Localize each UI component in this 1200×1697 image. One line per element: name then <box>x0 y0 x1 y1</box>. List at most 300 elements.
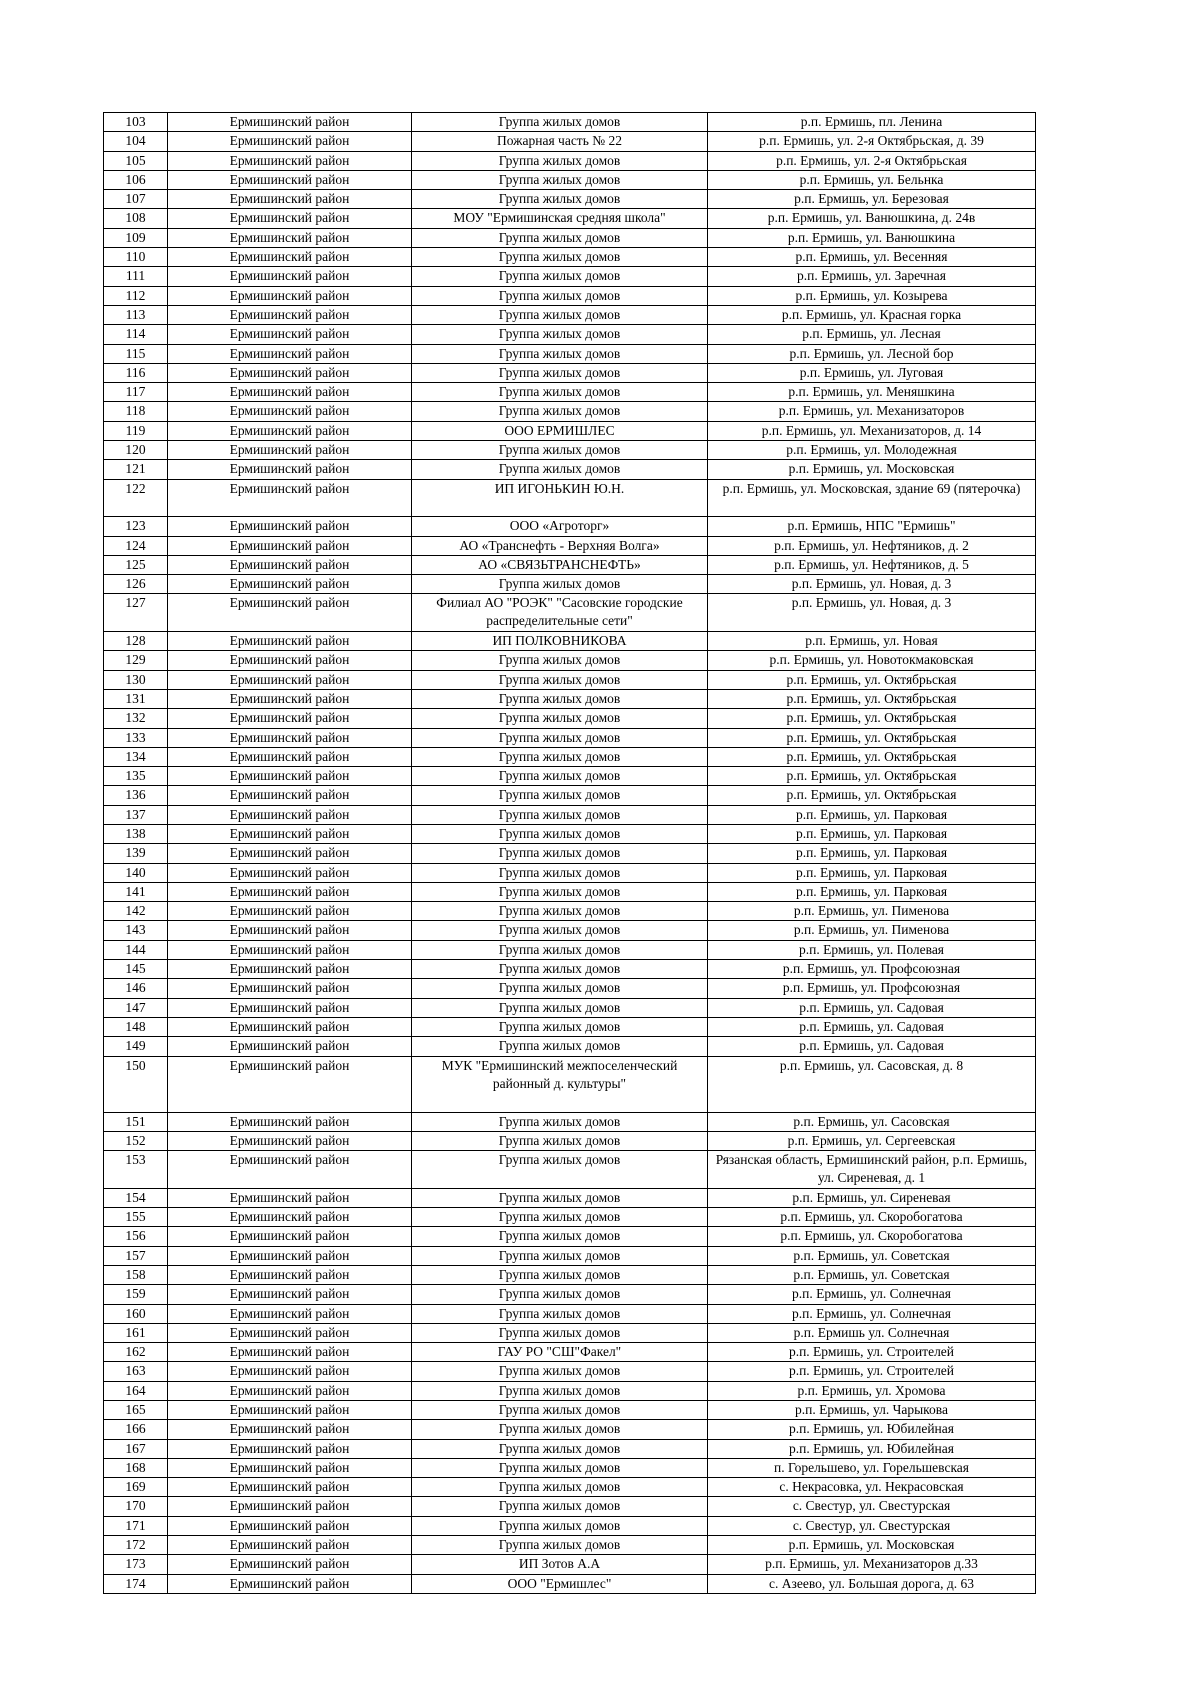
row-number-cell: 115 <box>104 344 168 363</box>
address-cell: р.п. Ермишь, ул. Ванюшкина <box>708 228 1036 247</box>
row-number-cell: 107 <box>104 190 168 209</box>
object-cell: Группа жилых домов <box>412 1516 708 1535</box>
table-row <box>104 1112 1036 1131</box>
district-cell: Ермишинский район <box>168 575 412 594</box>
row-number-cell: 141 <box>104 882 168 901</box>
row-number-cell: 111 <box>104 267 168 286</box>
row-number-cell: 135 <box>104 767 168 786</box>
address-cell: п. Горельшево, ул. Горельшевская <box>708 1458 1036 1477</box>
object-cell: Группа жилых домов <box>412 1285 708 1304</box>
object-cell: Группа жилых домов <box>412 344 708 363</box>
district-cell: Ермишинский район <box>168 1208 412 1227</box>
address-cell: р.п. Ермишь, ул. Пименова <box>708 921 1036 940</box>
address-cell: р.п. Ермишь, ул. Нефтяников, д. 5 <box>708 555 1036 574</box>
row-number-cell: 168 <box>104 1458 168 1477</box>
row-number-cell: 106 <box>104 170 168 189</box>
row-number-cell: 163 <box>104 1362 168 1381</box>
address-cell: с. Свестур, ул. Свестурская <box>708 1516 1036 1535</box>
address-cell: р.п. Ермишь, ул. Октябрьская <box>708 747 1036 766</box>
district-cell: Ермишинский район <box>168 1285 412 1304</box>
table-row <box>104 979 1036 998</box>
district-cell: Ермишинский район <box>168 1246 412 1265</box>
district-cell: Ермишинский район <box>168 383 412 402</box>
object-cell: Группа жилых домов <box>412 786 708 805</box>
object-cell: ООО "Ермишлес" <box>412 1574 708 1593</box>
table-row <box>104 1497 1036 1516</box>
row-number-cell: 157 <box>104 1246 168 1265</box>
district-cell: Ермишинский район <box>168 228 412 247</box>
row-number-cell: 146 <box>104 979 168 998</box>
object-cell: Группа жилых домов <box>412 1208 708 1227</box>
table-row <box>104 1458 1036 1477</box>
address-cell: р.п. Ермишь, ул. Луговая <box>708 363 1036 382</box>
object-cell: Группа жилых домов <box>412 325 708 344</box>
object-cell: Группа жилых домов <box>412 1265 708 1284</box>
district-cell: Ермишинский район <box>168 170 412 189</box>
row-number-cell: 133 <box>104 728 168 747</box>
object-cell: Группа жилых домов <box>412 1420 708 1439</box>
row-number-cell: 134 <box>104 747 168 766</box>
object-cell: Группа жилых домов <box>412 747 708 766</box>
address-cell: р.п. Ермишь, ул. Профсоюзная <box>708 979 1036 998</box>
object-cell: Группа жилых домов <box>412 1246 708 1265</box>
row-number-cell: 132 <box>104 709 168 728</box>
object-cell: АО «Транснефть - Верхняя Волга» <box>412 536 708 555</box>
district-cell: Ермишинский район <box>168 344 412 363</box>
table-row <box>104 1516 1036 1535</box>
district-cell: Ермишинский район <box>168 960 412 979</box>
row-number-cell: 153 <box>104 1151 168 1189</box>
row-number-cell: 162 <box>104 1343 168 1362</box>
object-cell: Группа жилых домов <box>412 960 708 979</box>
address-cell: р.п. Ермишь, ул. Октябрьская <box>708 670 1036 689</box>
row-number-cell: 165 <box>104 1401 168 1420</box>
row-number-cell: 143 <box>104 921 168 940</box>
address-cell: р.п. Ермишь, ул. Козырева <box>708 286 1036 305</box>
row-number-cell: 145 <box>104 960 168 979</box>
object-cell: Группа жилых домов <box>412 460 708 479</box>
row-number-cell: 140 <box>104 863 168 882</box>
row-number-cell: 174 <box>104 1574 168 1593</box>
address-cell: р.п. Ермишь, ул. Бельнка <box>708 170 1036 189</box>
district-cell: Ермишинский район <box>168 1401 412 1420</box>
row-number-cell: 104 <box>104 132 168 151</box>
district-cell: Ермишинский район <box>168 863 412 882</box>
table-row <box>104 190 1036 209</box>
object-cell: Группа жилых домов <box>412 940 708 959</box>
district-cell: Ермишинский район <box>168 325 412 344</box>
object-cell: Группа жилых домов <box>412 170 708 189</box>
object-cell: Группа жилых домов <box>412 575 708 594</box>
address-cell: р.п. Ермишь, ул. Пименова <box>708 902 1036 921</box>
address-cell: р.п. Ермишь, ул. Парковая <box>708 805 1036 824</box>
row-number-cell: 172 <box>104 1536 168 1555</box>
district-cell: Ермишинский район <box>168 940 412 959</box>
address-cell: р.п. Ермишь, ул. Октябрьская <box>708 767 1036 786</box>
table-row <box>104 286 1036 305</box>
object-cell: ООО ЕРМИШЛЕС <box>412 421 708 440</box>
table-row <box>104 248 1036 267</box>
address-cell: р.п. Ермишь, ул. Солнечная <box>708 1285 1036 1304</box>
address-cell: р.п. Ермишь, ул. Лесной бор <box>708 344 1036 363</box>
table-row <box>104 209 1036 228</box>
district-cell: Ермишинский район <box>168 1439 412 1458</box>
object-cell: Группа жилых домов <box>412 767 708 786</box>
row-number-cell: 159 <box>104 1285 168 1304</box>
row-number-cell: 158 <box>104 1265 168 1284</box>
address-cell: р.п. Ермишь, ул. Лесная <box>708 325 1036 344</box>
district-cell: Ермишинский район <box>168 824 412 843</box>
address-cell: р.п. Ермишь, ул. Весенняя <box>708 248 1036 267</box>
row-number-cell: 105 <box>104 151 168 170</box>
row-number-cell: 109 <box>104 228 168 247</box>
row-number-cell: 122 <box>104 479 168 517</box>
district-cell: Ермишинский район <box>168 113 412 132</box>
address-cell: р.п. Ермишь, ул. Садовая <box>708 1017 1036 1036</box>
district-cell: Ермишинский район <box>168 132 412 151</box>
address-cell: р.п. Ермишь, ул. Механизаторов <box>708 402 1036 421</box>
district-cell: Ермишинский район <box>168 305 412 324</box>
table-row <box>104 1131 1036 1150</box>
object-cell: Группа жилых домов <box>412 844 708 863</box>
table-row <box>104 689 1036 708</box>
object-cell: Группа жилых домов <box>412 267 708 286</box>
district-cell: Ермишинский район <box>168 1188 412 1207</box>
row-number-cell: 114 <box>104 325 168 344</box>
row-number-cell: 154 <box>104 1188 168 1207</box>
object-cell: Группа жилых домов <box>412 670 708 689</box>
address-cell: р.п. Ермишь, ул. Профсоюзная <box>708 960 1036 979</box>
table-row <box>104 1343 1036 1362</box>
table-row <box>104 113 1036 132</box>
address-cell: р.п. Ермишь, ул. Скоробогатова <box>708 1208 1036 1227</box>
district-cell: Ермишинский район <box>168 1112 412 1131</box>
district-cell: Ермишинский район <box>168 402 412 421</box>
address-cell: р.п. Ермишь, ул. Советская <box>708 1246 1036 1265</box>
table-row <box>104 575 1036 594</box>
object-cell: ГАУ РО "СШ"Факел" <box>412 1343 708 1362</box>
row-number-cell: 164 <box>104 1381 168 1400</box>
object-cell: Группа жилых домов <box>412 1304 708 1323</box>
object-cell: Группа жилых домов <box>412 113 708 132</box>
row-number-cell: 156 <box>104 1227 168 1246</box>
address-cell: с. Свестур, ул. Свестурская <box>708 1497 1036 1516</box>
table-row <box>104 747 1036 766</box>
table-row <box>104 1574 1036 1593</box>
district-cell: Ермишинский район <box>168 767 412 786</box>
district-cell: Ермишинский район <box>168 1304 412 1323</box>
table-row <box>104 863 1036 882</box>
district-cell: Ермишинский район <box>168 363 412 382</box>
address-cell: р.п. Ермишь, ул. Механизаторов, д. 14 <box>708 421 1036 440</box>
district-cell: Ермишинский район <box>168 1265 412 1284</box>
row-number-cell: 170 <box>104 1497 168 1516</box>
object-cell: Группа жилых домов <box>412 1323 708 1342</box>
district-cell: Ермишинский район <box>168 1478 412 1497</box>
object-cell: ИП ИГОНЬКИН Ю.Н. <box>412 479 708 517</box>
table-row <box>104 1381 1036 1400</box>
district-cell: Ермишинский район <box>168 594 412 632</box>
row-number-cell: 169 <box>104 1478 168 1497</box>
district-cell: Ермишинский район <box>168 747 412 766</box>
address-cell: р.п. Ермишь, ул. Советская <box>708 1265 1036 1284</box>
table-row <box>104 1536 1036 1555</box>
object-cell: Группа жилых домов <box>412 1536 708 1555</box>
address-cell: р.п. Ермишь, ул. 2-я Октябрьская, д. 39 <box>708 132 1036 151</box>
table-row <box>104 170 1036 189</box>
object-cell: Группа жилых домов <box>412 863 708 882</box>
row-number-cell: 144 <box>104 940 168 959</box>
district-cell: Ермишинский район <box>168 479 412 517</box>
district-cell: Ермишинский район <box>168 1516 412 1535</box>
district-cell: Ермишинский район <box>168 209 412 228</box>
object-cell: МОУ "Ермишинская средняя школа" <box>412 209 708 228</box>
object-cell: Группа жилых домов <box>412 402 708 421</box>
row-number-cell: 147 <box>104 998 168 1017</box>
district-cell: Ермишинский район <box>168 1227 412 1246</box>
object-cell: Группа жилых домов <box>412 728 708 747</box>
table-row <box>104 1362 1036 1381</box>
table-row <box>104 421 1036 440</box>
table-row <box>104 305 1036 324</box>
object-cell: Группа жилых домов <box>412 228 708 247</box>
table-row <box>104 882 1036 901</box>
object-cell: Группа жилых домов <box>412 248 708 267</box>
object-cell: Группа жилых домов <box>412 1112 708 1131</box>
object-cell: Группа жилых домов <box>412 689 708 708</box>
object-cell: Группа жилых домов <box>412 1188 708 1207</box>
district-cell: Ермишинский район <box>168 286 412 305</box>
district-cell: Ермишинский район <box>168 1037 412 1056</box>
address-cell: р.п. Ермишь, ул. Сасовская <box>708 1112 1036 1131</box>
district-cell: Ермишинский район <box>168 670 412 689</box>
row-number-cell: 117 <box>104 383 168 402</box>
table-row <box>104 921 1036 940</box>
table-row <box>104 132 1036 151</box>
table-row <box>104 1227 1036 1246</box>
district-cell: Ермишинский район <box>168 651 412 670</box>
table-row <box>104 940 1036 959</box>
row-number-cell: 121 <box>104 460 168 479</box>
row-number-cell: 173 <box>104 1555 168 1574</box>
object-cell: Группа жилых домов <box>412 805 708 824</box>
address-cell: р.п. Ермишь, ул. Сасовская, д. 8 <box>708 1056 1036 1112</box>
address-cell: с. Некрасовка, ул. Некрасовская <box>708 1478 1036 1497</box>
district-cell: Ермишинский район <box>168 844 412 863</box>
address-cell: р.п. Ермишь, ул. Сергеевская <box>708 1131 1036 1150</box>
row-number-cell: 108 <box>104 209 168 228</box>
address-cell: с. Азеево, ул. Большая дорога, д. 63 <box>708 1574 1036 1593</box>
object-cell: Группа жилых домов <box>412 1037 708 1056</box>
table-row <box>104 786 1036 805</box>
table-row <box>104 902 1036 921</box>
row-number-cell: 152 <box>104 1131 168 1150</box>
district-cell: Ермишинский район <box>168 689 412 708</box>
object-cell: Группа жилых домов <box>412 151 708 170</box>
district-cell: Ермишинский район <box>168 1555 412 1574</box>
address-cell: р.п. Ермишь, ул. Парковая <box>708 824 1036 843</box>
district-cell: Ермишинский район <box>168 441 412 460</box>
district-cell: Ермишинский район <box>168 1151 412 1189</box>
object-cell: Группа жилых домов <box>412 1131 708 1150</box>
object-cell: Группа жилых домов <box>412 1381 708 1400</box>
address-cell: р.п. Ермишь, ул. 2-я Октябрьская <box>708 151 1036 170</box>
table-row <box>104 1439 1036 1458</box>
district-cell: Ермишинский район <box>168 460 412 479</box>
row-number-cell: 112 <box>104 286 168 305</box>
object-cell: Группа жилых домов <box>412 1017 708 1036</box>
table-row <box>104 555 1036 574</box>
row-number-cell: 166 <box>104 1420 168 1439</box>
address-cell: р.п. Ермишь, ул. Октябрьская <box>708 689 1036 708</box>
table-row <box>104 1285 1036 1304</box>
row-number-cell: 116 <box>104 363 168 382</box>
object-cell: Группа жилых домов <box>412 824 708 843</box>
district-cell: Ермишинский район <box>168 979 412 998</box>
table-row <box>104 441 1036 460</box>
table-row <box>104 1304 1036 1323</box>
district-cell: Ермишинский район <box>168 421 412 440</box>
row-number-cell: 151 <box>104 1112 168 1131</box>
district-cell: Ермишинский район <box>168 998 412 1017</box>
district-cell: Ермишинский район <box>168 1536 412 1555</box>
row-number-cell: 138 <box>104 824 168 843</box>
object-cell: ИП ПОЛКОВНИКОВА <box>412 632 708 651</box>
row-number-cell: 110 <box>104 248 168 267</box>
table-row <box>104 767 1036 786</box>
row-number-cell: 167 <box>104 1439 168 1458</box>
district-cell: Ермишинский район <box>168 1343 412 1362</box>
row-number-cell: 124 <box>104 536 168 555</box>
district-cell: Ермишинский район <box>168 1497 412 1516</box>
address-cell: р.п. Ермишь, ул. Скоробогатова <box>708 1227 1036 1246</box>
district-cell: Ермишинский район <box>168 555 412 574</box>
address-cell: р.п. Ермишь, ул. Красная горка <box>708 305 1036 324</box>
row-number-cell: 131 <box>104 689 168 708</box>
address-cell: р.п. Ермишь, ул. Механизаторов д.33 <box>708 1555 1036 1574</box>
row-number-cell: 120 <box>104 441 168 460</box>
row-number-cell: 103 <box>104 113 168 132</box>
address-cell: р.п. Ермишь, ул. Полевая <box>708 940 1036 959</box>
district-cell: Ермишинский район <box>168 1381 412 1400</box>
address-cell: р.п. Ермишь, ул. Березовая <box>708 190 1036 209</box>
row-number-cell: 118 <box>104 402 168 421</box>
objects-table-body <box>104 113 1036 1594</box>
table-row <box>104 594 1036 632</box>
district-cell: Ермишинский район <box>168 1420 412 1439</box>
object-cell: Группа жилых домов <box>412 979 708 998</box>
address-cell: р.п. Ермишь, ул. Строителей <box>708 1362 1036 1381</box>
district-cell: Ермишинский район <box>168 1131 412 1150</box>
row-number-cell: 119 <box>104 421 168 440</box>
table-row <box>104 1478 1036 1497</box>
district-cell: Ермишинский район <box>168 1017 412 1036</box>
row-number-cell: 171 <box>104 1516 168 1535</box>
row-number-cell: 127 <box>104 594 168 632</box>
object-cell: Группа жилых домов <box>412 1227 708 1246</box>
district-cell: Ермишинский район <box>168 709 412 728</box>
table-row <box>104 1401 1036 1420</box>
address-cell: р.п. Ермишь, ул. Московская <box>708 460 1036 479</box>
table-row <box>104 1037 1036 1056</box>
address-cell: р.п. Ермишь, НПС "Ермишь" <box>708 517 1036 536</box>
district-cell: Ермишинский район <box>168 882 412 901</box>
district-cell: Ермишинский район <box>168 248 412 267</box>
table-row <box>104 228 1036 247</box>
district-cell: Ермишинский район <box>168 517 412 536</box>
address-cell: р.п. Ермишь, ул. Парковая <box>708 863 1036 882</box>
district-cell: Ермишинский район <box>168 190 412 209</box>
address-cell: р.п. Ермишь, ул. Строителей <box>708 1343 1036 1362</box>
address-cell: р.п. Ермишь, ул. Заречная <box>708 267 1036 286</box>
table-row <box>104 1246 1036 1265</box>
address-cell: р.п. Ермишь, ул. Парковая <box>708 882 1036 901</box>
row-number-cell: 136 <box>104 786 168 805</box>
address-cell: р.п. Ермишь, ул. Садовая <box>708 1037 1036 1056</box>
table-row <box>104 1151 1036 1189</box>
row-number-cell: 148 <box>104 1017 168 1036</box>
object-cell: Группа жилых домов <box>412 1151 708 1189</box>
table-row <box>104 709 1036 728</box>
table-row <box>104 363 1036 382</box>
table-row <box>104 1208 1036 1227</box>
table-row <box>104 151 1036 170</box>
district-cell: Ермишинский район <box>168 728 412 747</box>
table-row <box>104 824 1036 843</box>
object-cell: Группа жилых домов <box>412 286 708 305</box>
object-cell: Группа жилых домов <box>412 1478 708 1497</box>
object-cell: Группа жилых домов <box>412 190 708 209</box>
table-row <box>104 1265 1036 1284</box>
object-cell: Группа жилых домов <box>412 1458 708 1477</box>
table-row <box>104 1188 1036 1207</box>
district-cell: Ермишинский район <box>168 632 412 651</box>
address-cell: р.п. Ермишь, ул. Парковая <box>708 844 1036 863</box>
address-cell: р.п. Ермишь, ул. Октябрьская <box>708 728 1036 747</box>
address-cell: р.п. Ермишь, ул. Новая, д. 3 <box>708 594 1036 632</box>
object-cell: Группа жилых домов <box>412 651 708 670</box>
address-cell: Рязанская область, Ермишинский район, р.п. Ермишь, ул. Сиреневая, д. 1 <box>708 1151 1036 1189</box>
table-row <box>104 536 1036 555</box>
table-row <box>104 267 1036 286</box>
address-cell: р.п. Ермишь, ул. Октябрьская <box>708 709 1036 728</box>
table-row <box>104 651 1036 670</box>
table-row <box>104 1056 1036 1112</box>
district-cell: Ермишинский район <box>168 536 412 555</box>
table-row <box>104 998 1036 1017</box>
address-cell: р.п. Ермишь, ул. Октябрьская <box>708 786 1036 805</box>
address-cell: р.п. Ермишь, ул. Хромова <box>708 1381 1036 1400</box>
address-cell: р.п. Ермишь, ул. Юбилейная <box>708 1420 1036 1439</box>
address-cell: р.п. Ермишь, ул. Новая, д. 3 <box>708 575 1036 594</box>
row-number-cell: 113 <box>104 305 168 324</box>
address-cell: р.п. Ермишь, ул. Солнечная <box>708 1304 1036 1323</box>
table-row <box>104 1420 1036 1439</box>
address-cell: р.п. Ермишь, ул. Московская, здание 69 (пятерочка) <box>708 479 1036 517</box>
district-cell: Ермишинский район <box>168 1458 412 1477</box>
address-cell: р.п. Ермишь, пл. Ленина <box>708 113 1036 132</box>
district-cell: Ермишинский район <box>168 1056 412 1112</box>
address-cell: р.п. Ермишь, ул. Ванюшкина, д. 24в <box>708 209 1036 228</box>
object-cell: ООО «Агроторг» <box>412 517 708 536</box>
object-cell: Группа жилых домов <box>412 383 708 402</box>
district-cell: Ермишинский район <box>168 267 412 286</box>
district-cell: Ермишинский район <box>168 786 412 805</box>
table-row <box>104 344 1036 363</box>
object-cell: Группа жилых домов <box>412 363 708 382</box>
row-number-cell: 160 <box>104 1304 168 1323</box>
object-cell: Пожарная часть № 22 <box>412 132 708 151</box>
